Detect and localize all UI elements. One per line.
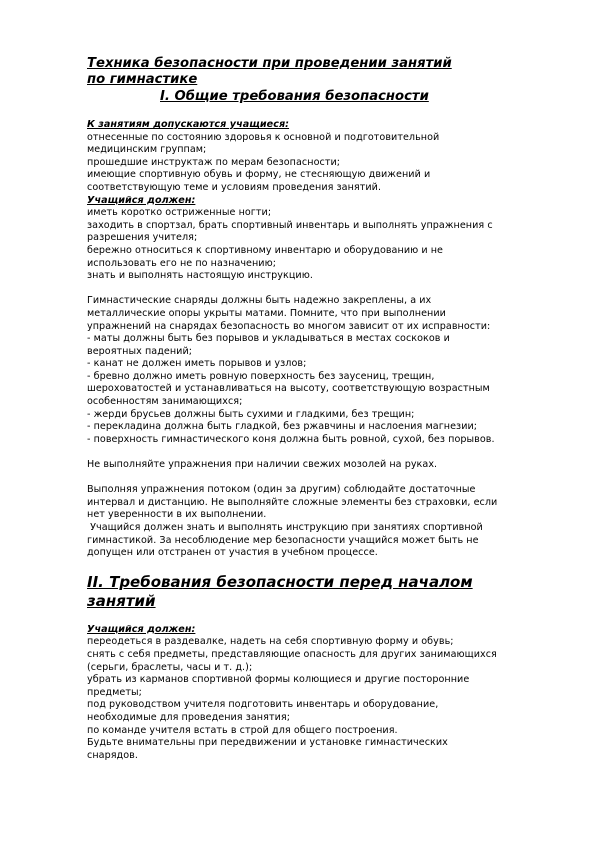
document-page [87, 56, 557, 762]
apparatus-line: - маты должны быть без порывов и укладываться в местах соскоков и [87, 333, 450, 345]
section-2-line: по команде учителя встать в строй для общего построения. [87, 724, 398, 736]
document-title-line-2: по гимнастике [87, 72, 198, 87]
admitted-line: имеющие спортивную обувь и форму, не стесняющую движений и [87, 169, 431, 181]
apparatus-line: - жерди брусьев должны быть сухими и гладкими, без трещин; [87, 408, 415, 420]
section-2-line: убрать из карманов спортивной формы колющиеся и другие посторонние [87, 674, 470, 686]
apparatus-line: шероховатостей и устанавливаться на высоту, соответствующую возрастным [87, 383, 490, 395]
blank-line [87, 283, 557, 296]
section-2-heading-line-1: II. Требования безопасности перед началом [87, 572, 473, 591]
section-2-line: под руководством учителя подготовить инвентарь и оборудование, [87, 699, 439, 711]
section-2-line: снарядов. [87, 749, 138, 761]
admitted-line: прошедшие инструктаж по мерам безопасности; [87, 156, 341, 168]
section-2-heading-line-2: занятий [87, 591, 156, 610]
blank-line [87, 472, 557, 485]
apparatus-line: вероятных падений; [87, 345, 193, 357]
flow-line: допущен или отстранен от участия в учебном процессе. [87, 547, 378, 559]
students-line: знать и выполнять настоящую инструкцию. [87, 270, 313, 282]
students-line: использовать его не по назначению; [87, 257, 277, 269]
apparatus-line: - перекладина должна быть гладкой, без ржавчины и наслоения магнезии; [87, 421, 478, 433]
section-2-line: снять с себя предметы, представляющие опасность для других занимающихся [87, 648, 497, 660]
apparatus-line: металлические опоры укрыты матами. Помните, что при выполнении [87, 307, 446, 319]
section-2-line: необходимые для проведения занятия; [87, 711, 290, 723]
flow-line: интервал и дистанцию. Не выполняйте сложные элементы без страховки, если [87, 496, 498, 508]
apparatus-line: - бревно должно иметь ровную поверхность без заусениц, трещин, [87, 370, 435, 382]
flow-line: нет уверенности в их выполнении. [87, 509, 267, 521]
section-2-line: переодеться в раздевалке, надеть на себя спортивную форму и обувь; [87, 636, 454, 648]
admitted-heading: К занятиям допускаются учащиеся: [87, 119, 290, 130]
apparatus-line: - канат не должен иметь порывов и узлов; [87, 358, 307, 370]
admitted-line: отнесенные по состоянию здоровья к основной и подготовительной [87, 131, 440, 143]
section-2-line: Будьте внимательны при передвижении и установке гимнастических [87, 737, 448, 749]
students-line: бережно относиться к спортивному инвентарю и оборудованию и не [87, 244, 443, 256]
flow-line: Учащийся должен знать и выполнять инструкцию при занятиях спортивной [87, 522, 483, 533]
flow-line: гимнастикой. За несоблюдение мер безопасности учащийся может быть не [87, 534, 479, 546]
apparatus-line: Гимнастические снаряды должны быть надежно закреплены, а их [87, 295, 432, 307]
students-line: иметь коротко остриженные ногти; [87, 207, 272, 219]
admitted-line: соответствующую теме и условиям проведения занятий. [87, 181, 382, 193]
section-2-line: предметы; [87, 686, 142, 698]
apparatus-line: упражнений на снарядах безопасность во многом зависит от их исправности: [87, 320, 491, 332]
section-2-students-heading: Учащийся должен: [87, 623, 196, 635]
flow-line: Выполняя упражнения потоком (один за другим) соблюдайте достаточные [87, 484, 476, 496]
document-title-line-1: Техника безопасности при проведении занятий [87, 56, 452, 71]
admitted-line: медицинским группам; [87, 144, 207, 156]
apparatus-line: особенностям занимающихся; [87, 396, 243, 408]
blank-line [87, 446, 557, 459]
students-line: заходить в спортзал, брать спортивный инвентарь и выполнять упражнения с [87, 219, 493, 231]
section-2-line: (серьги, браслеты, часы и т. д.); [87, 661, 253, 673]
blisters-line: Не выполняйте упражнения при наличии свежих мозолей на руках. [87, 459, 438, 471]
students-line: разрешения учителя; [87, 232, 198, 244]
students-heading: Учащийся должен: [87, 194, 196, 206]
section-1-heading: I. Общие требования безопасности [160, 89, 429, 104]
apparatus-line: - поверхность гимнастического коня должна быть ровной, сухой, без порывов. [87, 433, 495, 445]
